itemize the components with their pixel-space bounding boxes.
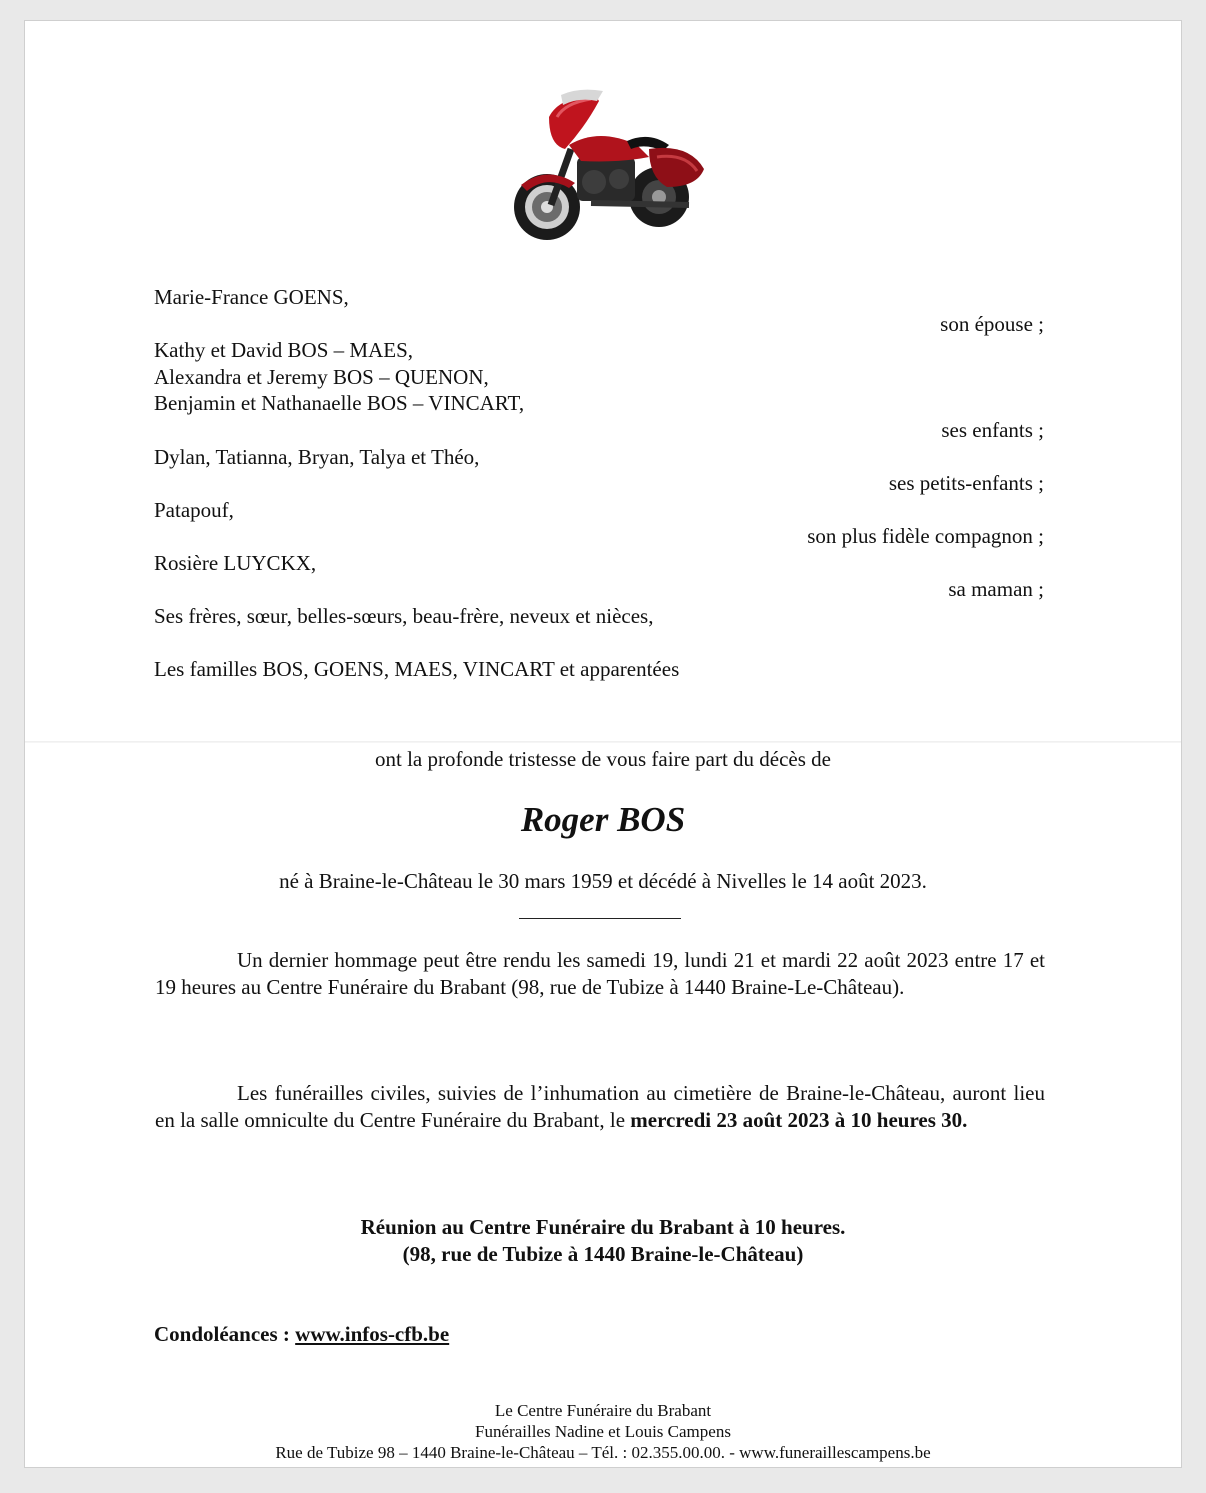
separator-line — [519, 918, 681, 919]
meeting-line-1: Réunion au Centre Funéraire du Brabant à 10 heures. — [360, 1215, 846, 1239]
funeral-notice-card — [24, 20, 1182, 1468]
family-families: Les familles BOS, GOENS, MAES, VINCART et apparentées — [154, 657, 680, 681]
footer-line-1: Le Centre Funéraire du Brabant — [494, 1401, 712, 1420]
family-grandchildren-relation: ses petits-enfants ; — [888, 471, 1044, 495]
footer-line-2: Funérailles Nadine et Louis Campens — [475, 1422, 731, 1441]
family-spouse-relation: son épouse ; — [940, 312, 1044, 336]
family-companion: Patapouf, — [154, 498, 234, 522]
family-grandchildren: Dylan, Tatianna, Bryan, Talya et Théo, — [154, 445, 480, 469]
family-siblings: Ses frères, sœur, belles-sœurs, beau-frère, neveux et nièces, — [154, 604, 654, 628]
family-spouse-name: Marie-France GOENS, — [154, 285, 349, 309]
condolences-link[interactable]: www.infos-cfb.be — [295, 1322, 450, 1346]
family-mother: Rosière LUYCKX, — [154, 551, 317, 575]
family-child-1: Kathy et David BOS – MAES, — [154, 338, 413, 362]
family-child-2: Alexandra et Jeremy BOS – QUENON, — [154, 365, 489, 389]
funeral-paragraph — [155, 1080, 1045, 1134]
condolences — [154, 1321, 449, 1347]
announcement: ont la profonde tristesse de vous faire part du décès de — [374, 747, 831, 771]
family-children-relation: ses enfants ; — [941, 418, 1044, 442]
meeting-line-2: (98, rue de Tubize à 1440 Braine-le-Château) — [402, 1242, 804, 1266]
birth-death-dates: né à Braine-le-Château le 30 mars 1959 et décédé à Nivelles le 14 août 2023. — [279, 869, 927, 893]
family-companion-relation: son plus fidèle compagnon ; — [807, 524, 1044, 548]
condolences-label: Condoléances : — [154, 1322, 296, 1346]
funeral-date: mercredi 23 août 2023 à 10 heures 30. — [630, 1108, 968, 1132]
family-mother-relation: sa maman ; — [948, 577, 1044, 601]
footer-line-3: Rue de Tubize 98 – 1440 Braine-le-Château – Tél. : 02.355.00.00. - www.funeraillescampens.be — [275, 1443, 931, 1462]
motorcycle-icon — [499, 87, 704, 245]
fold-line — [25, 741, 1181, 743]
deceased-name: Roger BOS — [520, 800, 686, 839]
homage-paragraph: Un dernier hommage peut être rendu les samedi 19, lundi 21 et mardi 22 août 2023 entre 17 et 19 heures au Centre Funéraire du Brabant (98, rue de Tubize à 1440 Braine-Le-Château). — [155, 948, 1045, 999]
funeral-text: Les funérailles civiles, suivies de l’inhumation au cimetière de Braine-le-Château, auront lieu en la salle omniculte du Centre Funéraire du Brabant, le — [155, 1081, 1045, 1132]
family-child-3: Benjamin et Nathanaelle BOS – VINCART, — [154, 391, 525, 415]
